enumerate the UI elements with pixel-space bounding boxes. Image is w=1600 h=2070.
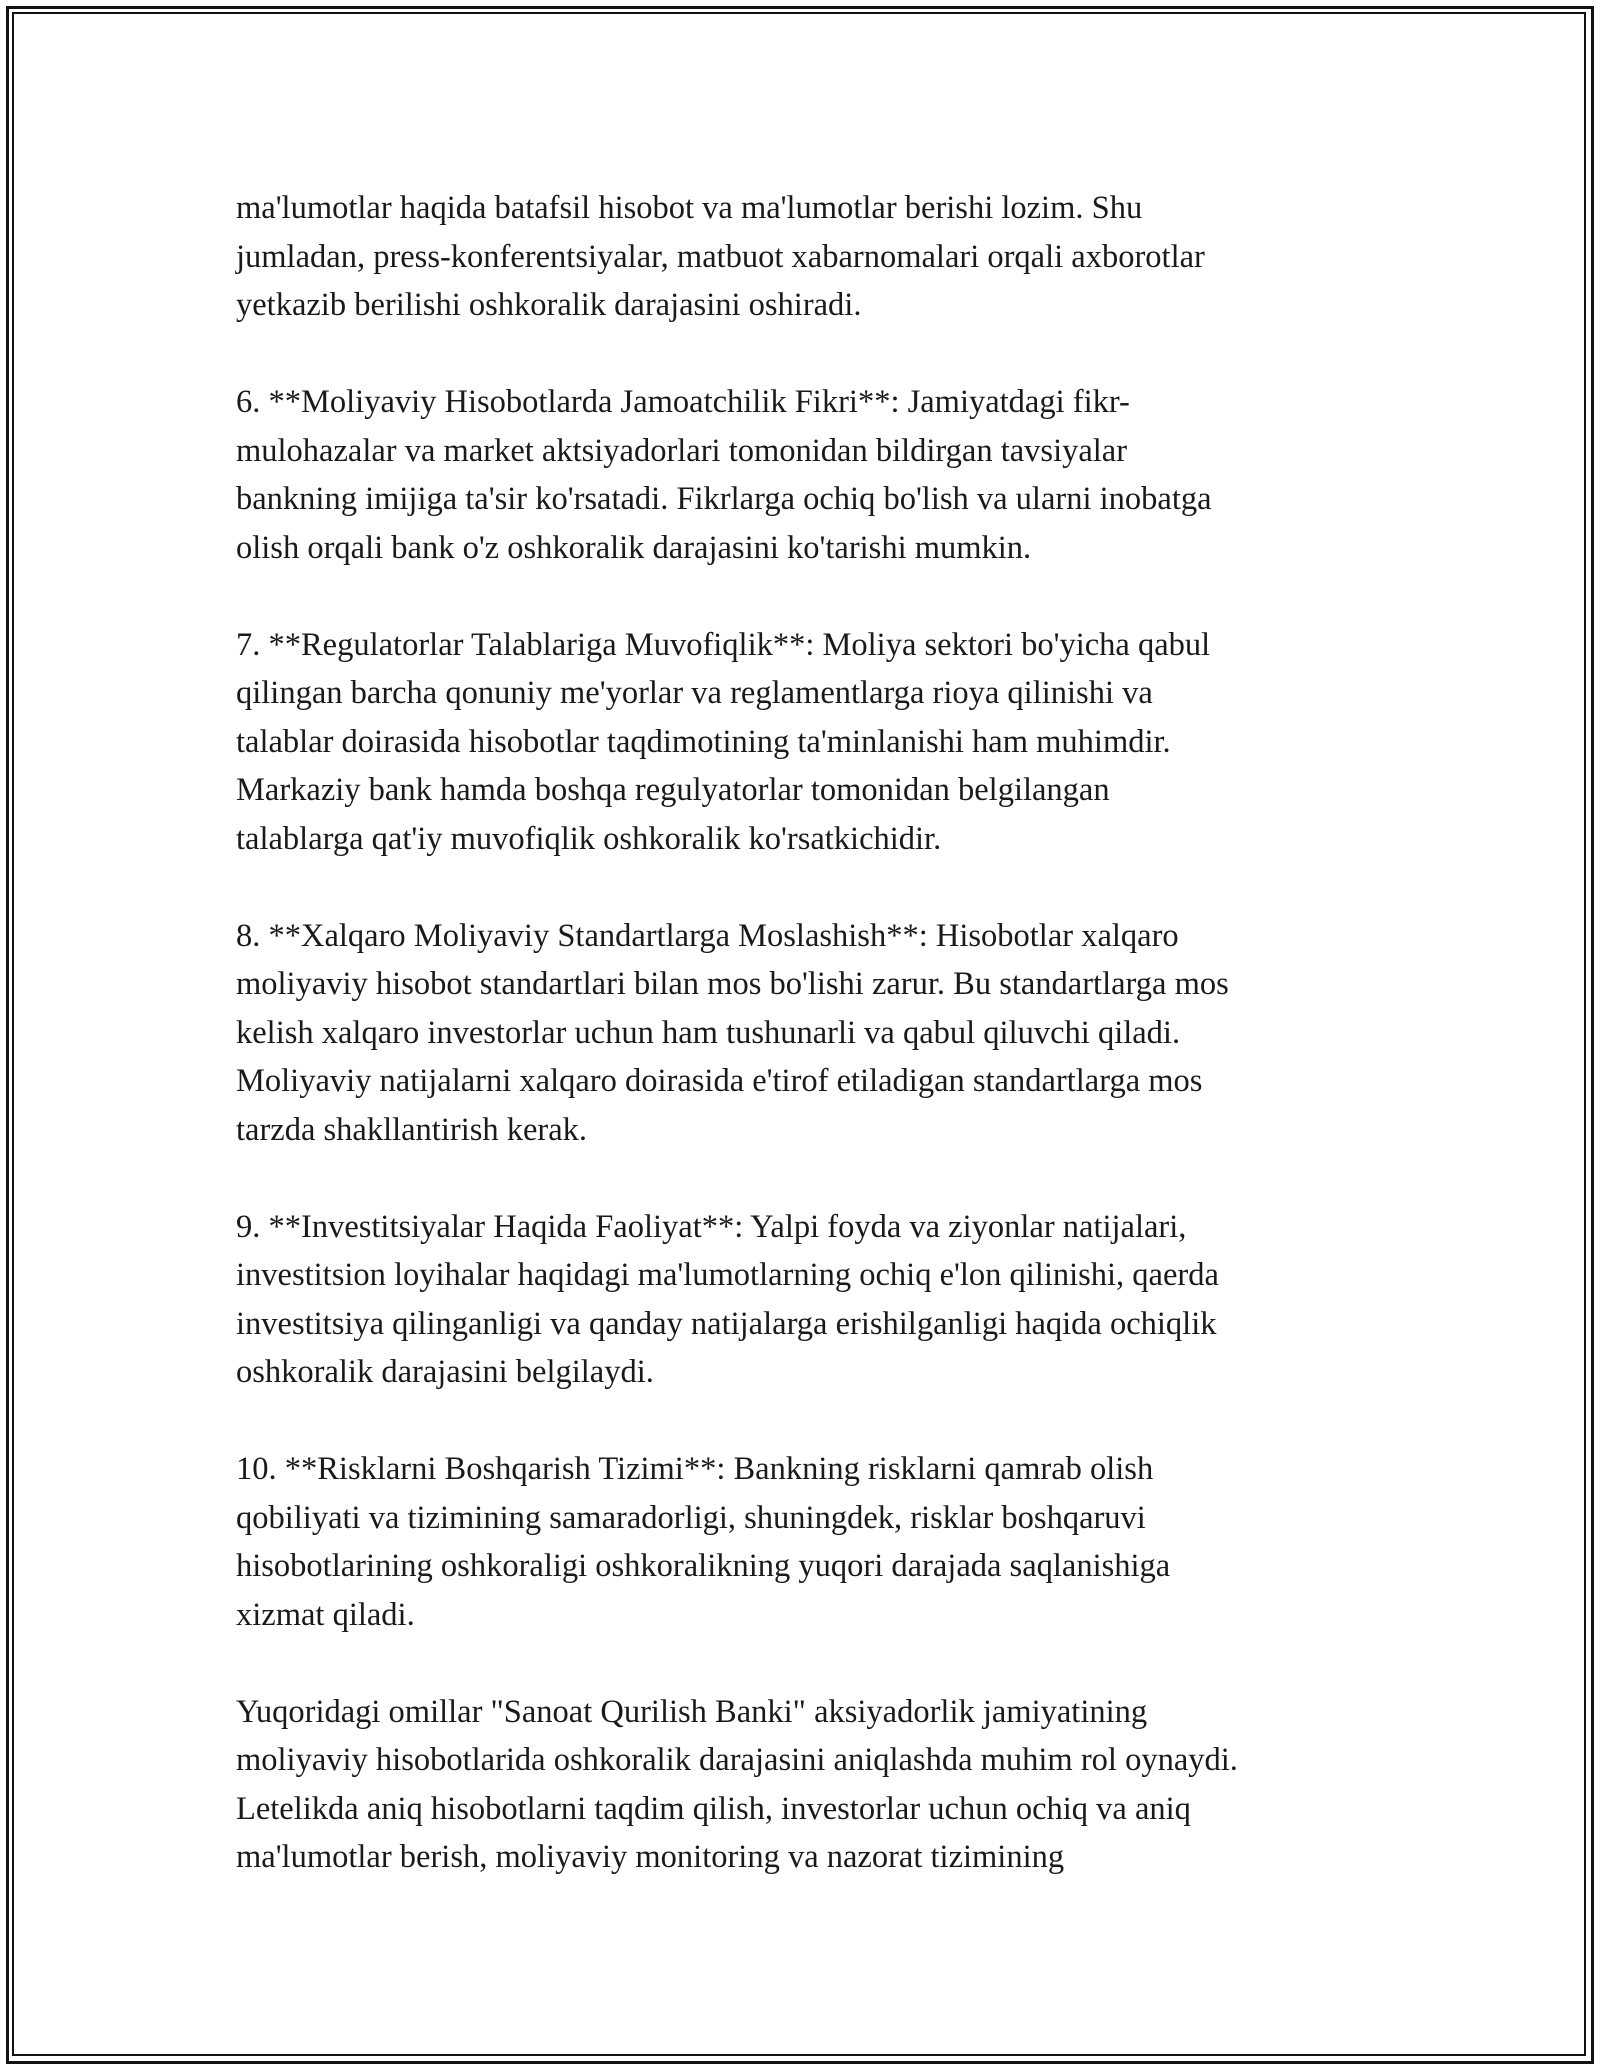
paragraph-item-7: 7. **Regulatorlar Talablariga Muvofiqlik**: Moliya sektori bo'yicha qabul qilingan barcha qonuniy me'yorlar va reglamentlarga rioya qilinishi va talablar doirasida hisobotlar taqdimotining ta'minlanishi ham muhimdir. Markaziy bank hamda boshqa regulyatorlar tomonidan belgilangan talablarga qat'iy muvofiqlik oshkoralik ko'rsatkichidir. — [236, 626, 1211, 857]
paragraph-item-9: 9. **Investitsiyalar Haqida Faoliyat**: Yalpi foyda va ziyonlar natijalari, investitsion loyihalar haqidagi ma'lumotlarning ochiq e'lon qilinishi, qaerda investitsiya qilinganligi va qanday natijalarga erishilganligi haqida ochiqlik oshkoralik darajasini belgilaydi. — [236, 1208, 1219, 1390]
paragraph-intro-continuation: ma'lumotlar haqida batafsil hisobot va ma'lumotlar berishi lozim. Shu jumladan, press-konferentsiyalar, matbuot xabarnomalari orqali axborotlar yetkazib berilishi oshkoralik darajasini oshiradi. — [236, 190, 1205, 323]
paragraph-item-6: 6. **Moliyaviy Hisobotlarda Jamoatchilik Fikri**: Jamiyatdagi fikr- mulohazalar va market aktsiyadorlari tomonidan bildirgan tavsiyalar bankning imijiga ta'sir ko'rsatadi. Fikrlarga ochiq bo'lish va ularni inobatga olish orqali bank o'z oshkoralik darajasini ko'tarishi mumkin. — [236, 384, 1212, 566]
document-body — [236, 184, 1386, 1882]
paragraph-conclusion: Yuqoridagi omillar "Sanoat Qurilish Banki" aksiyadorlik jamiyatining moliyaviy hisobotlarida oshkoralik darajasini aniqlashda muhim rol oynaydi. Letelikda aniq hisobotlarni taqdim qilish, investorlar uchun ochiq va aniq ma'lumotlar berish, moliyaviy monitoring va nazorat tizimining — [236, 1693, 1238, 1875]
paragraph-item-10: 10. **Risklarni Boshqarish Tizimi**: Bankning risklarni qamrab olish qobiliyati va tizimining samaradorligi, shuningdek, risklar boshqaruvi hisobotlarining oshkoraligi oshkoralikning yuqori darajada saqlanishiga xizmat qiladi. — [236, 1451, 1171, 1633]
paragraph-item-8: 8. **Xalqaro Moliyaviy Standartlarga Moslashish**: Hisobotlar xalqaro moliyaviy hisobot standartlari bilan mos bo'lishi zarur. Bu standartlarga mos kelish xalqaro investorlar uchun ham tushunarli va qabul qiluvchi qiladi. Moliyaviy natijalarni xalqaro doirasida e'tirof etiladigan standartlarga mos tarzda shakllantirish kerak. — [236, 917, 1229, 1148]
